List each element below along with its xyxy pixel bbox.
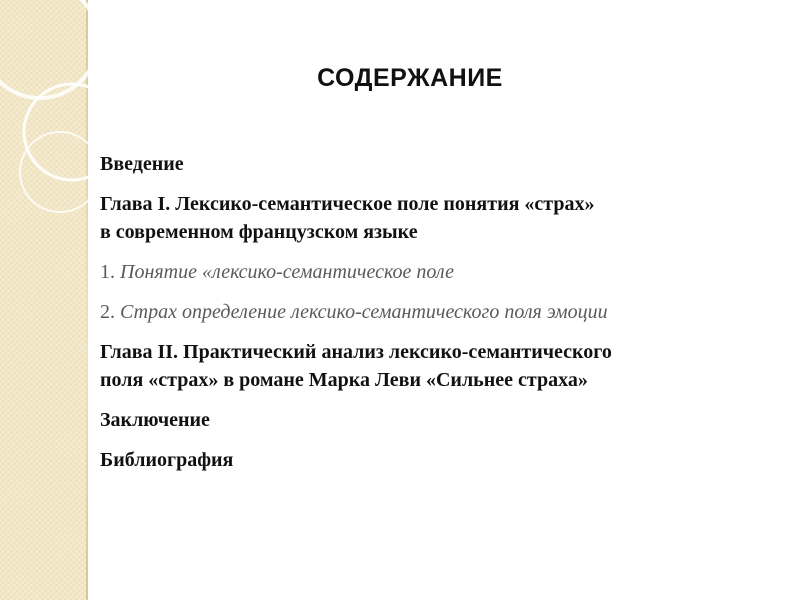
toc-item-introduction [100,150,790,178]
toc-line: Заключение [100,409,210,431]
slide-title: СОДЕРЖАНИЕ [317,64,503,92]
toc-item-bibliography [100,446,790,474]
table-of-contents [100,150,790,486]
toc-line: Глава I. Лексико-семантическое поле понятия «страх» [100,193,595,215]
toc-item-section-2 [100,298,790,326]
toc-line: поля «страх» в романе Марка Леви «Сильнее страха» [100,369,588,391]
toc-number: 1. [100,261,115,283]
toc-text: Страх определение лексико-семантического поля эмоции [115,301,608,323]
toc-line: Введение [100,153,184,175]
toc-item-chapter-1 [100,190,790,246]
toc-item-chapter-2 [100,338,790,394]
toc-number: 2. [100,301,115,323]
toc-line: Библиография [100,449,234,471]
toc-text: Понятие «лексико-семантическое поле [115,261,455,283]
toc-item-section-1 [100,258,790,286]
toc-line: Глава II. Практический анализ лексико-семантического [100,341,612,363]
toc-line: в современном французском языке [100,221,418,243]
toc-item-conclusion [100,406,790,434]
ring-small [20,132,100,212]
